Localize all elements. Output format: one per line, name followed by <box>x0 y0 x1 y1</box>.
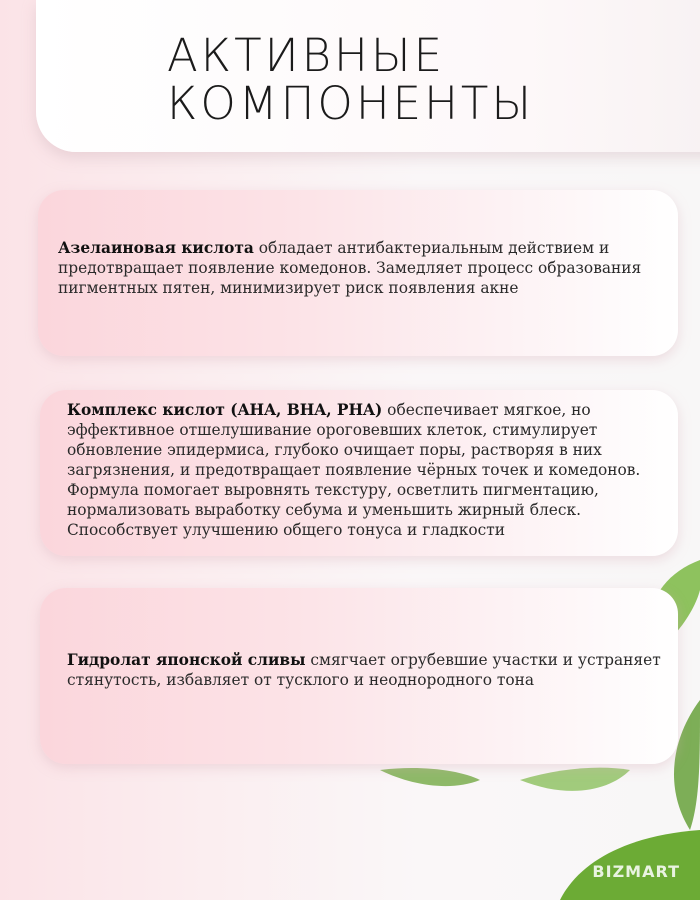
component-description: обеспечивает мягкое, но эффективное отшелушивание ороговевших клеток, стимулирует обновление эпидермиса, глубоко очищает поры, растворяя в них загрязнения, и предотвращает появление чёрных точек и комедонов. Формула помогает выровнять текстуру, осветлить пигментацию, нормализовать выработку себума и уменьшить жирный блеск. Способствует улучшению общего тонуса и гладкости <box>67 401 641 539</box>
component-card-plum <box>40 588 678 764</box>
leaf-bottom-right <box>520 768 630 791</box>
component-description: смягчает огрубевшие участки и устраняет стянутость, избавляет от тусклого и неоднородного тона <box>67 651 661 689</box>
page-title <box>167 29 535 130</box>
component-card-azelaic <box>38 190 678 356</box>
component-name: Гидролат японской сливы <box>67 651 306 669</box>
title-line-1: АКТИВНЫЕ <box>167 29 446 82</box>
component-text <box>67 650 667 690</box>
component-card-acids <box>40 390 678 556</box>
component-name: Азелаиновая кислота <box>58 239 254 257</box>
component-name: Комплекс кислот (AHA, BHA, PHA) <box>67 401 383 419</box>
component-text <box>67 400 667 540</box>
title-line-2: КОМПОНЕНТЫ <box>167 77 535 130</box>
leaf-bottom-center <box>380 768 480 786</box>
component-description: обладает антибактериальным действием и предотвращает появление комедонов. Замедляет процесс образования пигментных пятен, минимизирует риск появления акне <box>58 239 642 297</box>
watermark: BIZMART <box>592 862 680 881</box>
component-text <box>58 238 678 298</box>
